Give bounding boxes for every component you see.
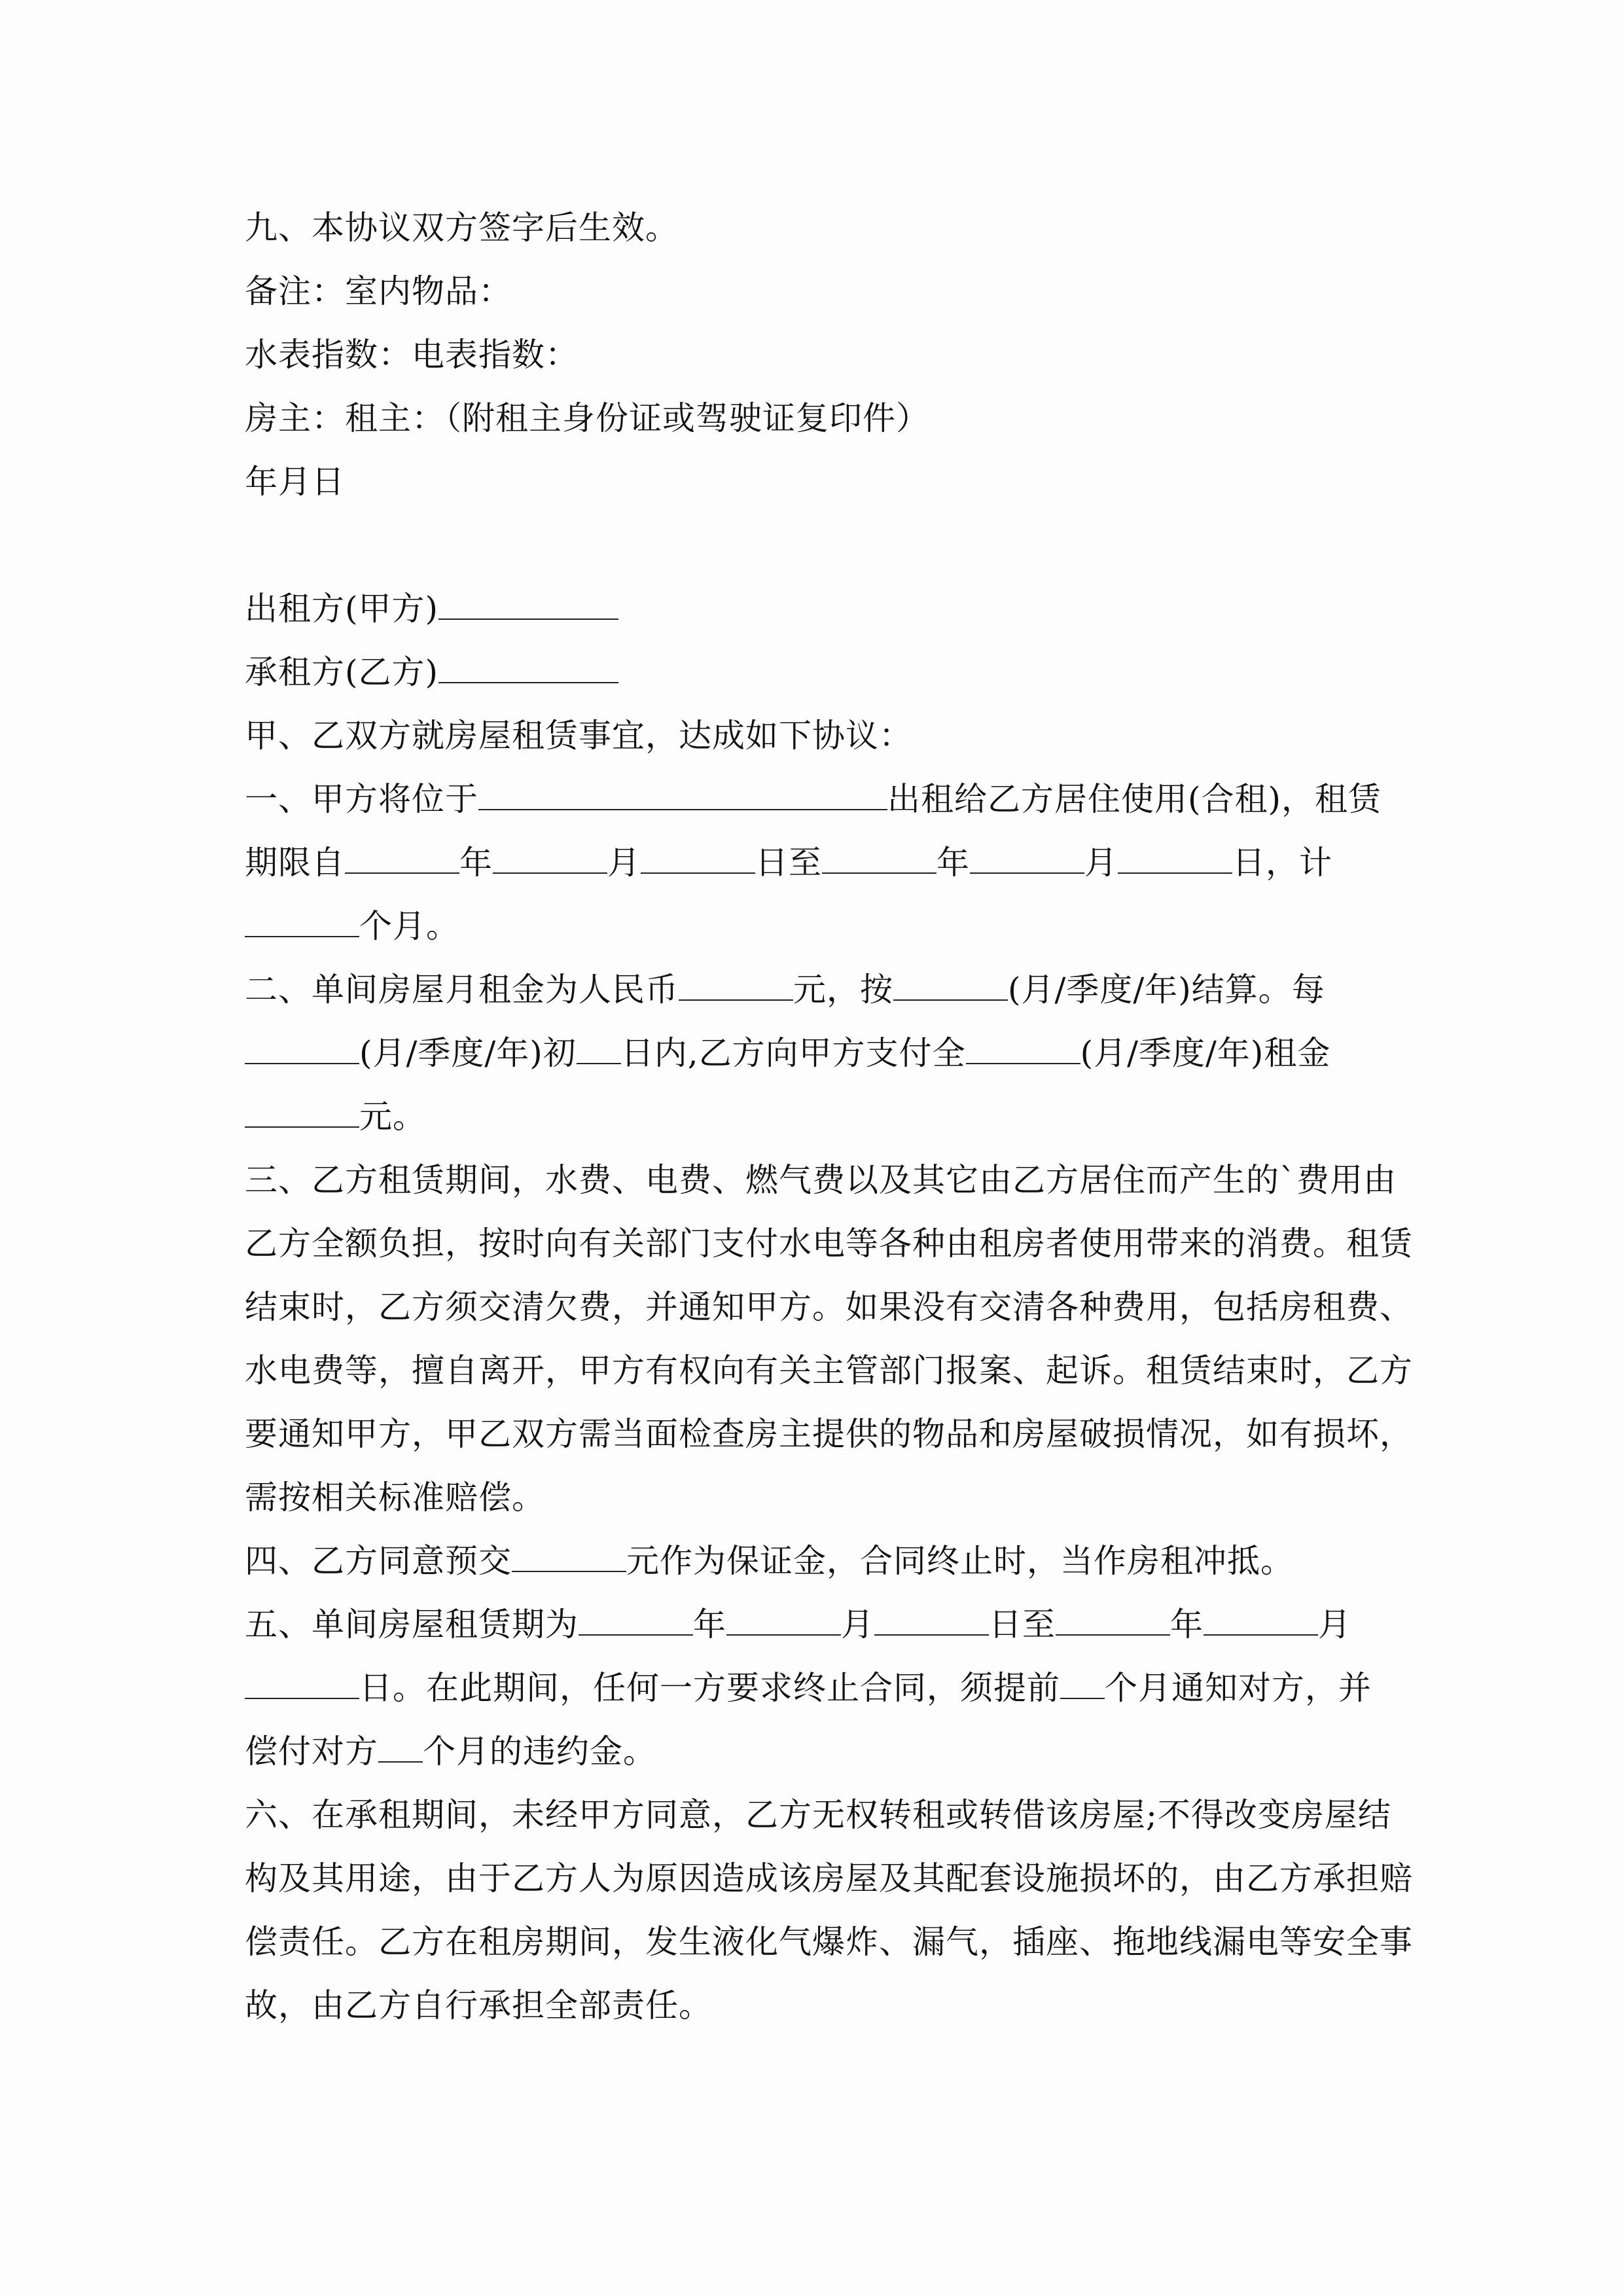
notice-months-blank[interactable] — [1060, 1669, 1105, 1699]
clause-3-line: 三、乙方租赁期间，水费、电费、燃气费以及其它由乙方居住而产生的`费用由 — [245, 1161, 1397, 1199]
clause-text: (月/季度/年)结算。每 — [1008, 971, 1325, 1009]
full-period-blank[interactable] — [966, 1034, 1080, 1064]
clause-3-line: 需按相关标准赔偿。 — [245, 1479, 545, 1516]
clause-text: 月 — [841, 1605, 874, 1643]
clause-2-line-3 — [245, 1097, 426, 1136]
start-day-blank[interactable] — [641, 844, 755, 874]
payment-period-blank[interactable] — [245, 1034, 359, 1064]
clause-4-line — [245, 1541, 1294, 1581]
clause-text: 年 — [693, 1605, 726, 1643]
clause-text: 年 — [1170, 1605, 1204, 1643]
clause-text: 月 — [607, 844, 641, 882]
clause-text: 日。在此期间，任何一方要求终止合同，须提前 — [359, 1669, 1060, 1707]
remarks-line: 备注：室内物品： — [245, 272, 512, 310]
settlement-period-blank[interactable] — [893, 971, 1008, 1001]
clause-3-line: 乙方全额负担，按时向有关部门支付水电等各种由租房者使用带来的消费。租赁 — [245, 1225, 1413, 1263]
clause-text: 个月。 — [359, 907, 459, 945]
period-end-year-blank[interactable] — [1056, 1605, 1170, 1636]
clause-text: 期限自 — [245, 844, 345, 882]
clause-1-text: 出租给乙方居住使用(合租)，租赁 — [887, 780, 1382, 818]
clause-text: 四、乙方同意预交 — [245, 1542, 512, 1580]
lessee-label: 承租方(乙方) — [245, 653, 439, 691]
clause-text: 元作为保证金，合同终止时，当作房租冲抵。 — [626, 1542, 1294, 1580]
clause-5-line-2 — [245, 1668, 1372, 1708]
end-year-blank[interactable] — [822, 844, 936, 874]
clause-5-line-1 — [245, 1605, 1351, 1644]
clause-6-line: 故，由乙方自行承担全部责任。 — [245, 1986, 712, 2024]
clause-1-line-1 — [245, 780, 1382, 819]
clause-text: 日内,乙方向甲方支付全 — [620, 1034, 966, 1072]
period-end-day-blank[interactable] — [245, 1669, 359, 1699]
clause-3-line: 要通知甲方，甲乙双方需当面检查房主提供的物品和房屋破损情况，如有损坏， — [245, 1415, 1413, 1453]
clause-2-line-1 — [245, 970, 1325, 1009]
lessor-blank[interactable] — [438, 590, 618, 620]
clause-text: 日至 — [989, 1605, 1056, 1643]
address-blank[interactable] — [478, 780, 887, 810]
clause-text: 日至 — [755, 844, 822, 882]
signatures-line: 房主：租主：（附租主身份证或驾驶证复印件） — [245, 399, 929, 437]
months-total-blank[interactable] — [245, 907, 359, 937]
clause-text: 个月的违约金。 — [423, 1732, 656, 1770]
payment-day-blank[interactable] — [577, 1034, 621, 1064]
clause-3-line: 结束时，乙方须交清欠费，并通知甲方。如果没有交清各种费用，包括房租费、 — [245, 1288, 1413, 1326]
clause-text: 元。 — [359, 1098, 426, 1136]
clause-text: 二、单间房屋月租金为人民币 — [245, 971, 679, 1009]
clause-text: 年 — [936, 844, 970, 882]
lessee-line — [245, 653, 618, 692]
period-start-year-blank[interactable] — [579, 1605, 693, 1636]
period-start-day-blank[interactable] — [874, 1605, 989, 1636]
date-line: 年月日 — [245, 463, 345, 501]
clause-6-line: 六、在承租期间，未经甲方同意，乙方无权转租或转借该房屋;不得改变房屋结 — [245, 1796, 1391, 1834]
clause-text: (月/季度/年)租金 — [1080, 1034, 1331, 1072]
clause-1-line-3 — [245, 906, 459, 946]
start-year-blank[interactable] — [345, 844, 459, 874]
clause-5-line-3 — [245, 1732, 656, 1771]
clause-3-line: 水电费等，擅自离开，甲方有权向有关主管部门报案、起诉。租赁结束时，乙方 — [245, 1352, 1413, 1390]
penalty-months-blank[interactable] — [378, 1732, 423, 1763]
agreement-intro: 甲、乙双方就房屋租赁事宜，达成如下协议： — [245, 717, 912, 755]
rent-amount-blank[interactable] — [245, 1098, 359, 1128]
lessor-line — [245, 589, 618, 628]
clause-6-line: 偿责任。乙方在租房期间，发生液化气爆炸、漏气，插座、拖地线漏电等安全事 — [245, 1923, 1413, 1961]
clause-text: 月 — [1084, 844, 1118, 882]
end-month-blank[interactable] — [970, 844, 1084, 874]
period-end-month-blank[interactable] — [1204, 1605, 1318, 1636]
period-start-month-blank[interactable] — [726, 1605, 841, 1636]
clause-2-line-2 — [245, 1033, 1330, 1073]
clause-text: 偿付对方 — [245, 1732, 378, 1770]
clause-text: 月 — [1318, 1605, 1351, 1643]
clause-text: 年 — [459, 844, 493, 882]
clause-1-line-2 — [245, 843, 1332, 882]
deposit-blank[interactable] — [512, 1542, 626, 1572]
clause-text: 五、单间房屋租赁期为 — [245, 1605, 579, 1643]
meter-readings-line: 水表指数：电表指数： — [245, 336, 579, 374]
clause-9: 九、本协议双方签字后生效。 — [245, 209, 679, 247]
clause-text: (月/季度/年)初 — [359, 1034, 577, 1072]
lessor-label: 出租方(甲方) — [245, 590, 439, 628]
start-month-blank[interactable] — [493, 844, 607, 874]
clause-1-text: 一、甲方将位于 — [245, 780, 478, 818]
clause-text: 日，计 — [1232, 844, 1332, 882]
lessee-blank[interactable] — [438, 653, 618, 683]
clause-text: 个月通知对方，并 — [1105, 1669, 1372, 1707]
monthly-rent-blank[interactable] — [679, 971, 793, 1001]
clause-6-line: 构及其用途，由于乙方人为原因造成该房屋及其配套设施损坏的，由乙方承担赔 — [245, 1859, 1413, 1897]
end-day-blank[interactable] — [1118, 844, 1232, 874]
clause-text: 元，按 — [793, 971, 893, 1009]
